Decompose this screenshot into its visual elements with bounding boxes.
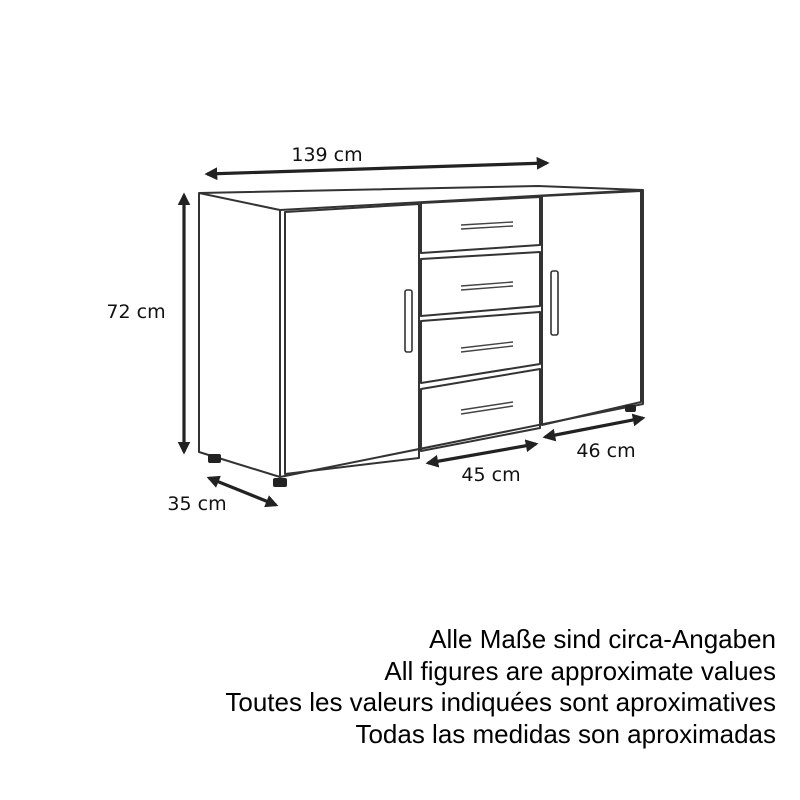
height-label: 72 cm: [106, 301, 166, 323]
drawer-1-handle: [461, 222, 513, 229]
foot-right-front: [625, 405, 636, 412]
note-spanish: Todas las medidas son aproximadas: [355, 718, 776, 749]
right-door-handle: [551, 271, 558, 335]
depth-label: 35 cm: [167, 493, 227, 515]
disclaimer-notes: [225, 624, 776, 750]
left-door: [285, 204, 419, 474]
drawer-4-handle: [461, 402, 513, 414]
sideboard-side-panel: [199, 193, 280, 477]
width-arrow: [207, 163, 547, 174]
note-french: Toutes les valeurs indiquées sont aproximatives: [225, 687, 776, 717]
width-label: 139 cm: [291, 144, 363, 166]
drawer-1: [421, 197, 540, 253]
note-english: All figures are approximate values: [384, 655, 776, 686]
foot-left-front: [273, 478, 287, 487]
foot-left-back: [208, 454, 221, 463]
door-width-label: 46 cm: [576, 440, 636, 462]
drawer-width-label: 45 cm: [461, 464, 521, 486]
drawer-3-handle: [461, 342, 513, 352]
sideboard-front: [280, 190, 643, 477]
drawer-4: [421, 369, 540, 451]
drawer-2-handle: [461, 282, 513, 290]
left-door-handle: [405, 290, 412, 352]
note-german: Alle Maße sind circa-Angaben: [429, 624, 776, 654]
